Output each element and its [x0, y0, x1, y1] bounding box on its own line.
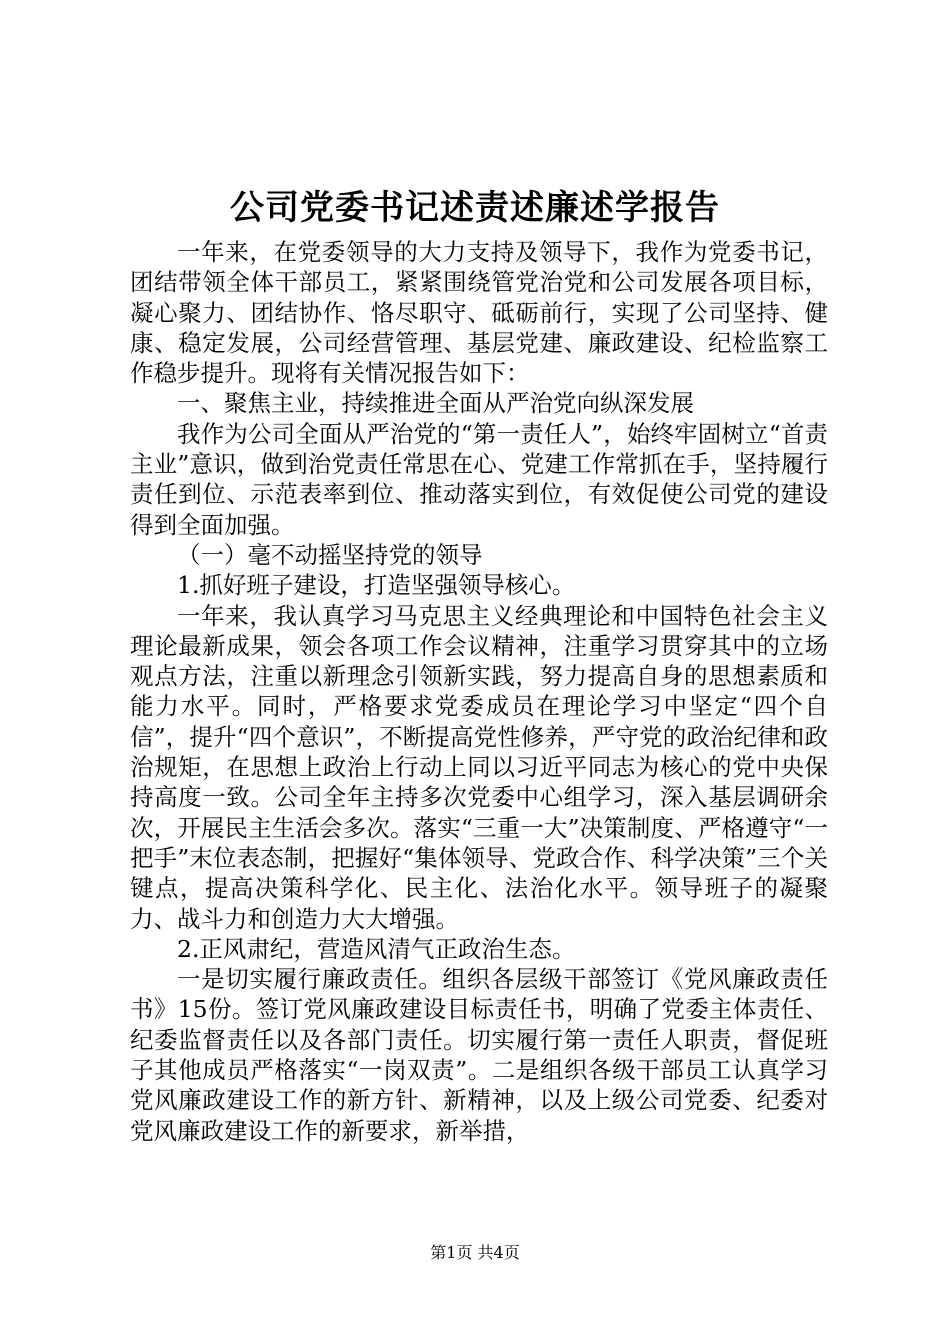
- intro-paragraph: 一年来，在党委领导的大力支持及领导下，我作为党委书记，团结带领全体干部员工，紧紧围绕管党治党和公司发展各项目标，凝心聚力、团结协作、恪尽职守、砥砺前行，实现了公司坚持、健康、稳定发展，公司经营管理、基层党建、廉政建设、纪检监察工作稳步提升。现将有关情况报告如下：: [130, 238, 828, 388]
- document-body: [130, 237, 828, 1146]
- item-2-paragraph: 一是切实履行廉政责任。组织各层级干部签订《党风廉政责任书》15份。签订党风廉政建设目标责任书，明确了党委主体责任、纪委监督责任以及各部门责任。切实履行第一责任人职责，督促班子其他成员严格落实“一岗双责”。二是组织各级干部员工认真学习党风廉政建设工作的新方针、新精神，以及上级公司党委、纪委对党风廉政建设工作的新要求，新举措，: [130, 965, 828, 1145]
- subsection-heading-1: （一）毫不动摇坚持党的领导: [177, 540, 483, 569]
- document-title: 公司党委书记述责述廉述学报告: [230, 188, 720, 228]
- section-1-paragraph: 我作为公司全面从严治党的“第一责任人”，始终牢固树立“首责主业”意识，做到治党责任常思在心、党建工作常抓在手，坚持履行责任到位、示范表率到位、推动落实到位，有效促使公司党的建设得到全面加强。: [130, 419, 828, 539]
- item-1-paragraph: 一年来，我认真学习马克思主义经典理论和中国特色社会主义理论最新成果，领会各项工作会议精神，注重学习贯穿其中的立场观点方法，注重以新理念引领新实践，努力提高自身的思想素质和能力水平。同时，严格要求党委成员在理论学习中坚定“四个自信”，提升“四个意识”，不断提高党性修养，严守党的政治纪律和政治规矩，在思想上政治上行动上同以习近平同志为核心的党中央保持高度一致。公司全年主持多次党委中心组学习，深入基层调研余次，开展民主生活会多次。落实“三重一大”决策制度、严格遵守“一把手”末位表态制，把握好“集体领导、党政合作、科学决策”三个关键点，提高决策科学化、民主化、法治化水平。领导班子的凝聚力、战斗力和创造力大大增强。: [130, 601, 828, 933]
- section-heading-1: 一、聚焦主业，持续推进全面从严治党向纵深发展: [177, 389, 694, 418]
- item-heading-2: 2.正风肃纪，营造风清气正政治生态。: [177, 934, 576, 963]
- item-heading-1: 1.抓好班子建设，打造坚强领导核心。: [177, 571, 576, 600]
- page-footer: 第1页 共4页: [430, 1243, 520, 1262]
